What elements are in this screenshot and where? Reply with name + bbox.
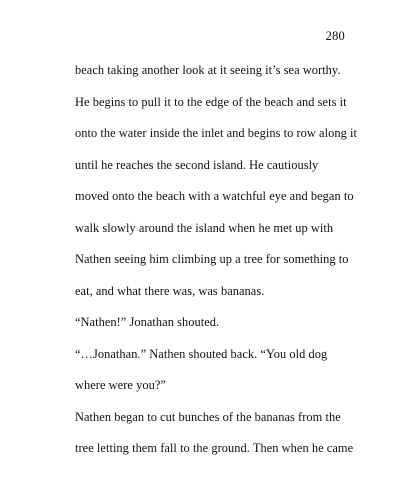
text-line: “Nathen!” Jonathan shouted.	[75, 315, 220, 329]
page-number: 280	[325, 29, 345, 43]
text-line: Nathen began to cut bunches of the bananas from the	[75, 409, 341, 424]
text-line: tree letting them fall to the ground. Then when he came	[75, 441, 354, 455]
text-line: eat, and what there was, was bananas.	[75, 283, 265, 298]
text-line: beach taking another look at it seeing it’s sea worthy.	[75, 63, 341, 77]
text-line: walk slowly around the island when he met up with	[75, 220, 334, 235]
text-line: until he reaches the second island. He cautiously	[75, 157, 319, 172]
text-line: He begins to pull it to the edge of the beach and sets it	[75, 94, 347, 109]
text-line: “…Jonathan.” Nathen shouted back. “You old dog	[75, 346, 328, 361]
text-line: Nathen seeing him climbing up a tree for something to	[75, 252, 349, 266]
body-text	[75, 55, 357, 465]
text-line: where were you?”	[75, 378, 166, 392]
text-line: moved onto the beach with a watchful eye and began to	[75, 189, 354, 203]
text-line: onto the water inside the inlet and begins to row along it	[75, 126, 357, 140]
